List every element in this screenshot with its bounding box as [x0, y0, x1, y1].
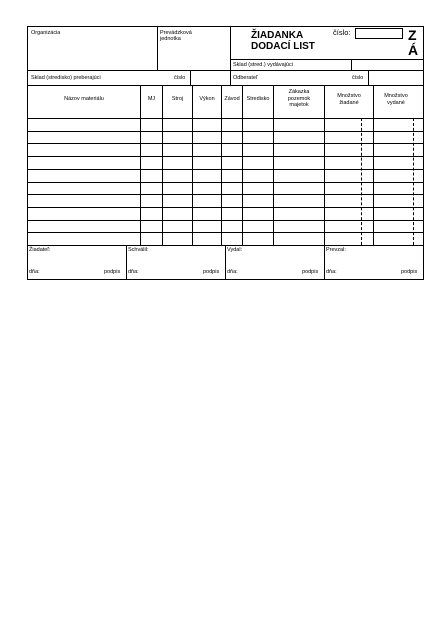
col-header-center: Stredisko	[246, 96, 270, 102]
table-row	[27, 220, 423, 233]
warehouse-row-divider	[230, 70, 231, 85]
col-header-machine: Stroj	[171, 96, 184, 102]
col-header-qty-requested: Množstvo žiadané	[337, 93, 361, 106]
form-title-line2: DODACÍ LIST	[251, 41, 315, 52]
footer-divider	[324, 245, 325, 279]
unit-label-line2: jednotka	[160, 36, 181, 42]
issuing-row-top	[230, 59, 423, 60]
footer-signature-label: podpis	[104, 269, 121, 275]
footer-section-label: Schválil:	[128, 247, 149, 253]
table-row	[27, 118, 423, 131]
form-title-line1: ŽIADANKA	[251, 30, 304, 41]
table-row	[27, 169, 423, 182]
number-field[interactable]	[355, 28, 403, 39]
col-header-order: Zákazka pozemok majetok	[287, 89, 311, 108]
col-header-plant: Závod	[224, 96, 240, 102]
col-header-output: Výkon	[199, 96, 215, 102]
table-row	[27, 182, 423, 195]
receiving-number-divider	[190, 70, 191, 85]
table-row	[27, 143, 423, 156]
form-border-right	[423, 26, 424, 279]
footer-date-label: dňa:	[326, 269, 337, 275]
table-row	[27, 194, 423, 207]
issuing-warehouse-label: Sklad (stred.) vydávajúci	[233, 62, 293, 68]
footer-section-label: Vydal:	[227, 247, 243, 253]
footer-date-label: dňa:	[227, 269, 238, 275]
form-border-top	[27, 26, 423, 27]
customer-label: Odberateľ	[233, 75, 258, 81]
issuing-number-divider	[351, 59, 352, 70]
customer-number-label: číslo	[352, 75, 364, 81]
table-row	[27, 232, 423, 245]
footer-signature-label: podpis	[203, 269, 220, 275]
header-divider-2	[230, 26, 231, 70]
table-header-top	[27, 85, 423, 86]
number-label: číslo:	[333, 28, 351, 37]
footer-section-label: Prevzal:	[326, 247, 346, 253]
delivery-note-form	[27, 26, 423, 279]
warehouse-row-top	[27, 70, 423, 71]
form-border-bottom	[27, 279, 424, 280]
table-row	[27, 156, 423, 169]
footer-signature-label: podpis	[401, 269, 418, 275]
col-header-qty-issued: Množstvo vydané	[384, 93, 408, 106]
col-header-name: Názov materiálu	[64, 96, 104, 102]
table-row	[27, 131, 423, 144]
customer-number-divider	[368, 70, 369, 85]
header-divider-1	[157, 26, 158, 70]
col-header-unit: MJ	[147, 96, 156, 102]
footer-date-label: dňa:	[128, 269, 139, 275]
footer-section-label: Žiadateľ:	[29, 247, 51, 253]
receiving-number-label: číslo	[174, 75, 186, 81]
side-letter-a: Á	[408, 42, 419, 58]
side-letter-z: Z	[408, 27, 417, 43]
footer-signature-label: podpis	[302, 269, 319, 275]
footer-date-label: dňa:	[29, 269, 40, 275]
unit-label-line1: Prevádzková	[160, 30, 192, 36]
organization-label: Organizácia	[31, 30, 61, 36]
footer-divider	[126, 245, 127, 279]
table-row	[27, 207, 423, 220]
receiving-warehouse-label: Sklad (stredisko) preberajúci	[31, 75, 101, 81]
footer-divider	[225, 245, 226, 279]
